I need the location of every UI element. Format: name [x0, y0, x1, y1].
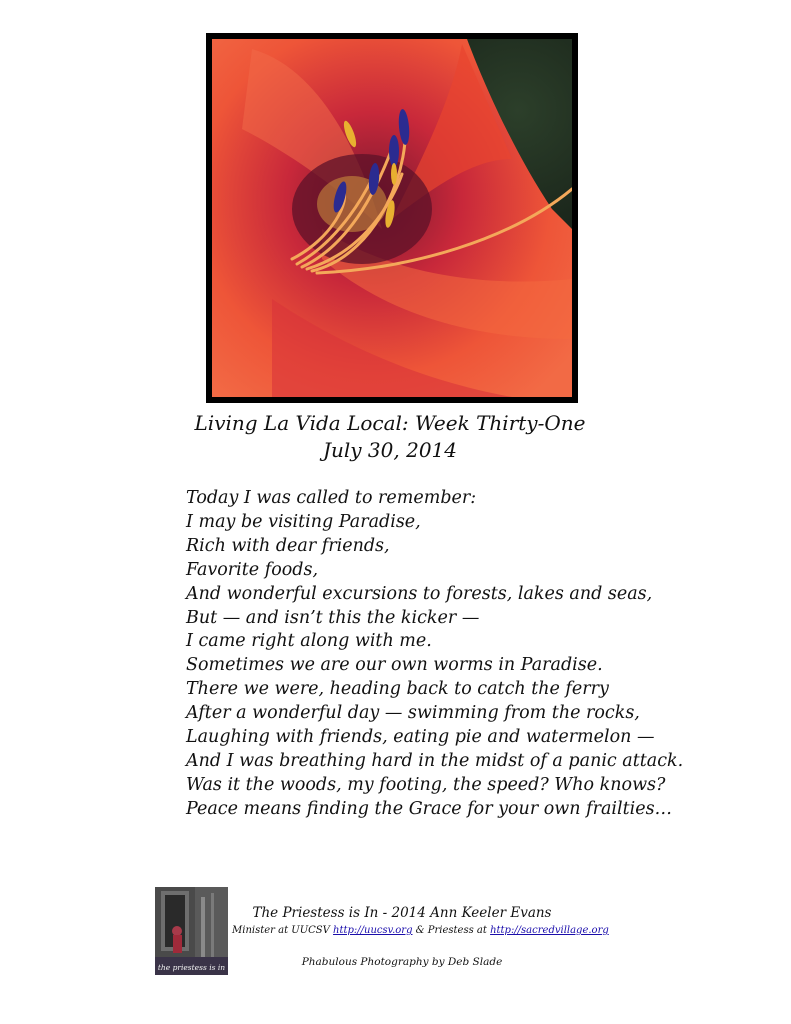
heading [160, 410, 620, 464]
poem-line: Sometimes we are our own worms in Paradise. [186, 655, 603, 676]
poem [186, 487, 746, 822]
poem-line: Favorite foods, [186, 559, 319, 580]
poem-line: Peace means finding the Grace for your own frailties… [186, 798, 673, 819]
photo-credit: Phabulous Photography by Deb Slade [301, 956, 503, 968]
poem-line: And wonderful excursions to forests, lakes and seas, [186, 583, 653, 604]
page-title: Living La Vida Local: Week Thirty-One [194, 411, 586, 435]
minister-label: Minister at UUCSV [232, 925, 330, 936]
poem-line: Was it the woods, my footing, the speed? Who knows? [186, 774, 666, 795]
footer-title: The Priestess is In - 2014 Ann Keeler Evans [252, 905, 552, 921]
poem-line: After a wonderful day — swimming from the rocks, [186, 703, 640, 724]
footer-affiliations [232, 925, 632, 936]
uucsv-link[interactable]: http://uucsv.org [333, 925, 413, 936]
lily-flower-image [212, 39, 572, 397]
doorway-photo-icon [155, 887, 228, 975]
sacredvillage-link[interactable]: http://sacredvillage.org [490, 925, 609, 936]
poem-line: Laughing with friends, eating pie and watermelon — [186, 727, 655, 748]
poem-line: There we were, heading back to catch the ferry [186, 679, 609, 700]
page-date: July 30, 2014 [322, 438, 457, 462]
badge-caption: the priestess is in [157, 963, 226, 972]
poem-line: And I was breathing hard in the midst of a panic attack. [186, 750, 684, 771]
priestess-label: & Priestess at [415, 925, 487, 936]
priestess-badge-image [155, 887, 228, 975]
poem-line: I came right along with me. [186, 631, 432, 652]
poem-line: I may be visiting Paradise, [186, 511, 421, 532]
poem-line: Today I was called to remember: [186, 488, 477, 508]
lily-photo [206, 33, 578, 403]
poem-line: Rich with dear friends, [186, 535, 390, 556]
poem-line: But — and isn’t this the kicker — [186, 607, 480, 628]
